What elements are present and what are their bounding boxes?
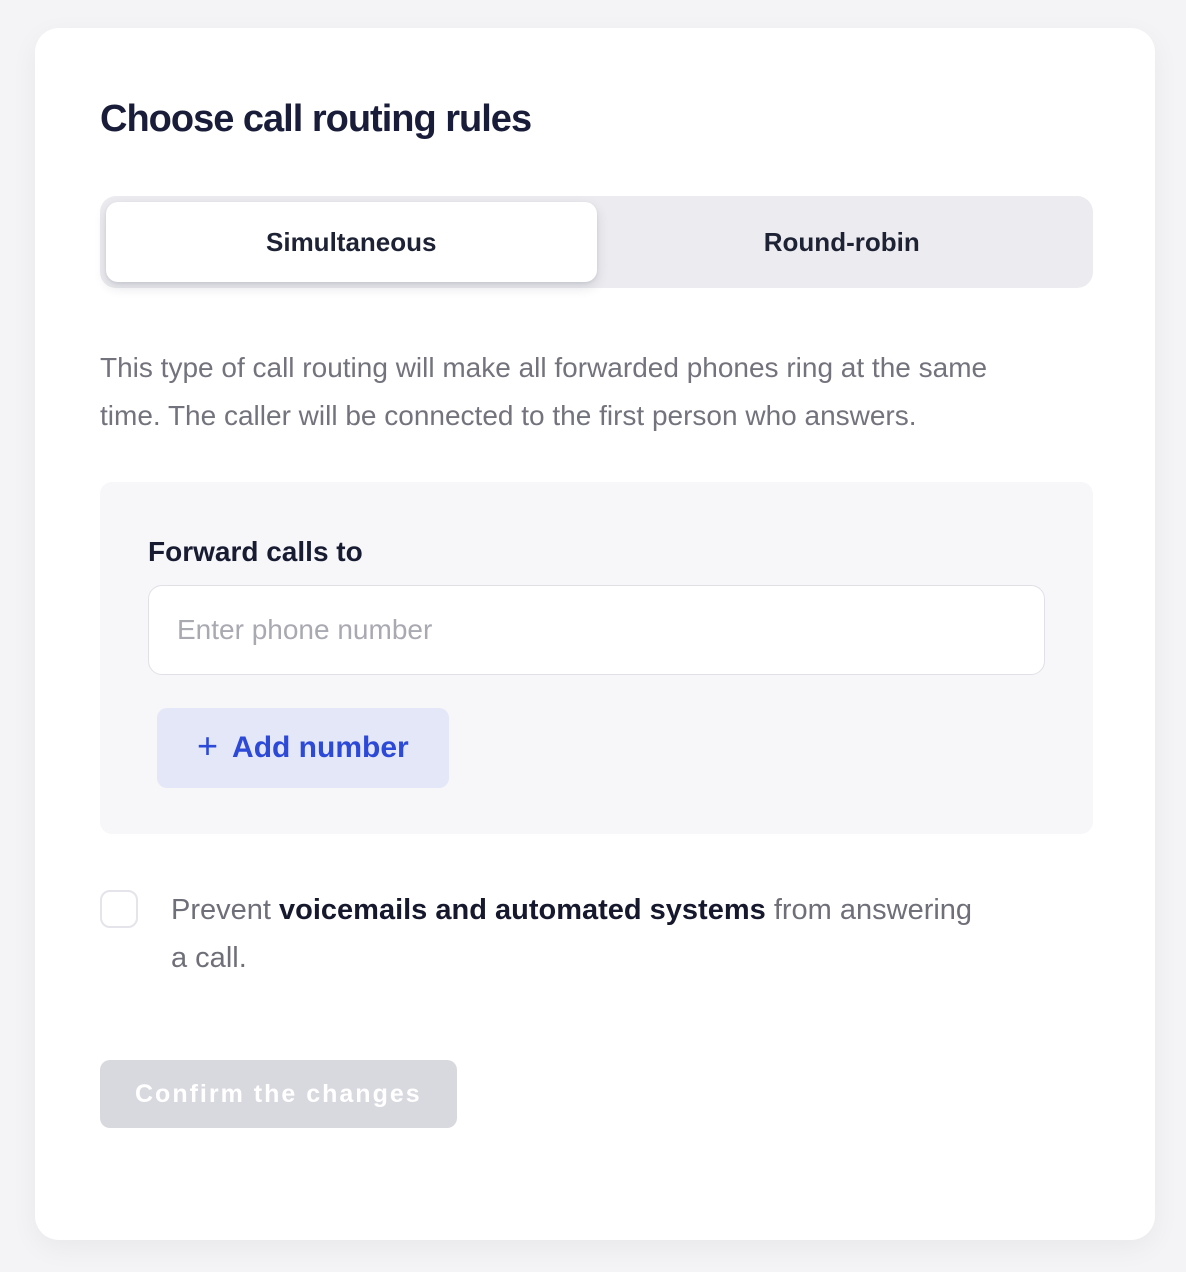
- prevent-voicemail-row: [100, 886, 1093, 982]
- routing-description: This type of call routing will make all forwarded phones ring at the same time. The caller will be connected to the first person who answers.: [100, 352, 988, 431]
- confirm-changes-button[interactable]: Confirm the changes: [100, 1060, 457, 1128]
- prevent-voicemail-label[interactable]: [171, 886, 996, 982]
- label-bold: voicemails and automated systems: [279, 894, 766, 926]
- tab-simultaneous[interactable]: Simultaneous: [106, 202, 597, 282]
- plus-icon: +: [197, 725, 219, 766]
- routing-mode-tabs: [100, 196, 1093, 288]
- forward-calls-label: Forward calls to: [148, 536, 363, 567]
- add-number-button[interactable]: [157, 708, 449, 788]
- label-prefix: Prevent: [171, 894, 279, 926]
- tab-round-robin[interactable]: Round-robin: [763, 226, 920, 257]
- page-title: Choose call routing rules: [100, 98, 532, 140]
- call-routing-card: [35, 28, 1155, 1240]
- add-number-label: Add number: [232, 731, 409, 764]
- label-suffix: from answering a call.: [171, 894, 973, 974]
- forward-calls-panel: [100, 482, 1093, 834]
- prevent-voicemail-checkbox[interactable]: [100, 890, 138, 928]
- phone-number-input[interactable]: [148, 585, 1045, 675]
